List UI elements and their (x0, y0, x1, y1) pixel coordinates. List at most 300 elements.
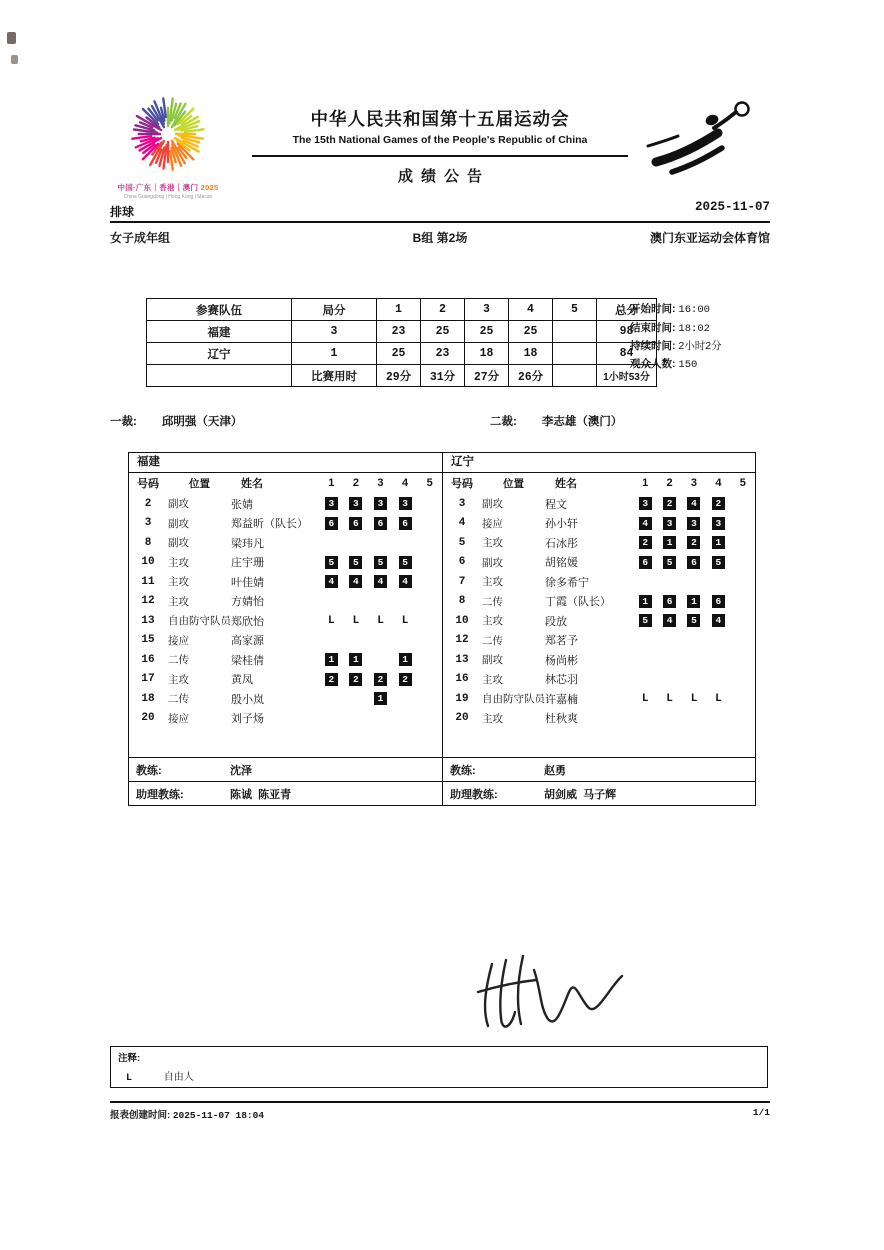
position-box: 6 (374, 517, 387, 530)
footer-rule (110, 1101, 770, 1103)
player-name: 郑益昕（队长） (231, 518, 308, 531)
roster-col-header: 3 (690, 477, 698, 489)
position-box: 5 (399, 556, 412, 569)
set-cell (368, 614, 393, 627)
header-divider (252, 155, 628, 157)
libero-definition: 自由人 (163, 1072, 194, 1083)
position-box: 2 (687, 536, 700, 549)
set-cell (368, 556, 393, 569)
set-cell (344, 575, 369, 588)
assistant-label: 助理教练: (136, 788, 184, 801)
position-box: 1 (687, 595, 700, 608)
position-box: 4 (374, 575, 387, 588)
position-box: 1 (663, 536, 676, 549)
position-box: 5 (687, 614, 700, 627)
position-box: 2 (639, 536, 652, 549)
set-cell (319, 556, 344, 569)
set-cell (682, 517, 706, 530)
set-cell (344, 653, 369, 666)
set-cell (657, 497, 681, 510)
position-box: 5 (325, 556, 338, 569)
position-box: 4 (399, 575, 412, 588)
set-cell (633, 614, 657, 627)
set-cell (393, 653, 418, 666)
score-header-row (147, 299, 657, 321)
match-date: 2025-11-07 (694, 200, 770, 214)
set-score-cell: 23 (377, 321, 421, 343)
player-number: 15 (141, 634, 155, 647)
scan-artifact (7, 32, 16, 44)
player-position: 主攻 (168, 673, 189, 686)
sets-won-cell: 3 (292, 321, 377, 343)
position-box: 4 (663, 614, 676, 627)
roster-col-header: 姓名 (241, 478, 263, 490)
page-number: 1/1 (752, 1107, 770, 1118)
player-position: 副攻 (168, 517, 189, 530)
player-name: 刘子炀 (231, 713, 264, 726)
position-box: 3 (663, 517, 676, 530)
set-score-cell: 18 (509, 343, 553, 365)
player-number: 20 (455, 712, 469, 725)
player-row (129, 572, 442, 592)
set-cell (393, 497, 418, 510)
position-box: 4 (687, 497, 700, 510)
match-info (630, 301, 722, 374)
player-number: 8 (458, 595, 466, 608)
score-table-wrap (146, 298, 657, 387)
player-position: 主攻 (482, 673, 503, 686)
player-number: 5 (458, 536, 466, 549)
player-position: 主攻 (168, 576, 189, 589)
player-row (129, 611, 442, 631)
player-name: 方婧怡 (231, 596, 264, 609)
player-number: 11 (141, 575, 155, 588)
libero-code: L (126, 1073, 133, 1084)
player-number: 2 (144, 497, 152, 510)
duration-row: 持续时间: 2小时2分 (630, 340, 722, 352)
roster-col-header: 4 (402, 477, 409, 489)
assistant-coach-row (129, 781, 442, 805)
set-cell (682, 556, 706, 569)
score-col-header: 5 (553, 299, 597, 321)
position-box: 6 (687, 556, 700, 569)
player-list (443, 493, 755, 757)
position-box: 4 (639, 517, 652, 530)
set-cell (633, 536, 657, 549)
set-cell (319, 517, 344, 530)
set-cell (657, 536, 681, 549)
position-box: 6 (349, 517, 362, 530)
player-number: 12 (141, 595, 155, 608)
notes-label: 注释: (118, 1053, 141, 1064)
coach-name: 赵勇 (544, 764, 566, 777)
set-cell (368, 692, 393, 705)
report-created: 报表创建时间: 2025-11-07 18:04 (110, 1110, 265, 1121)
player-name: 高家源 (231, 635, 264, 648)
player-name: 石冰彤 (545, 537, 578, 550)
set-cell (393, 673, 418, 686)
roster-col-header: 位置 (189, 477, 210, 490)
set-cell (633, 692, 657, 705)
set-cell (657, 556, 681, 569)
player-position: 主攻 (482, 537, 503, 550)
libero-mark: L (666, 693, 673, 706)
games-logo (114, 90, 222, 200)
position-box: 2 (663, 497, 676, 510)
set-cell (682, 536, 706, 549)
roster-col-header: 2 (352, 477, 359, 489)
player-position: 副攻 (482, 654, 503, 667)
score-col-header: 1 (377, 299, 421, 321)
duration-label-cell: 比赛用时 (292, 365, 377, 387)
set-cell (706, 497, 730, 510)
position-box: 5 (712, 556, 725, 569)
roster-col-header: 1 (328, 477, 335, 489)
player-row (129, 670, 442, 690)
player-position: 副攻 (482, 498, 503, 511)
player-row (443, 514, 755, 534)
player-position: 副攻 (482, 556, 503, 569)
set-cell (368, 575, 393, 588)
set-score-cell (553, 321, 597, 343)
player-number: 13 (455, 653, 469, 666)
score-col-header: 参赛队伍 (147, 299, 292, 321)
set-cell (633, 517, 657, 530)
assistant-coach-row (443, 781, 755, 805)
set-cell (657, 517, 681, 530)
position-box: 3 (349, 497, 362, 510)
position-box: 1 (325, 653, 338, 666)
libero-mark: L (641, 693, 649, 706)
second-referee (440, 413, 770, 429)
set-cell (393, 517, 418, 530)
set-cell (633, 497, 657, 510)
player-row (129, 592, 442, 612)
set-cell (706, 536, 730, 549)
player-number: 19 (455, 692, 469, 705)
roster-col-header: 姓名 (555, 478, 577, 490)
position-box: 2 (374, 673, 387, 686)
set-cell (344, 497, 369, 510)
libero-mark: L (401, 615, 409, 628)
player-number: 16 (141, 653, 155, 666)
roster-table (128, 452, 756, 806)
set-cell (319, 673, 344, 686)
player-position: 自由防守队员 (168, 615, 231, 628)
set-cell (393, 575, 418, 588)
player-name: 段放 (545, 615, 567, 628)
set-duration-cell: 26分 (509, 365, 553, 387)
coach-row (443, 757, 755, 781)
coach-label: 教练: (136, 764, 162, 777)
player-position: 副攻 (168, 537, 189, 550)
score-col-header: 2 (421, 299, 465, 321)
bulletin-title: 成绩公告 (397, 168, 490, 185)
player-number: 4 (458, 517, 466, 530)
player-name: 叶佳婧 (231, 576, 264, 589)
score-col-header: 3 (465, 299, 509, 321)
set-cell (657, 692, 681, 705)
set-cell (368, 673, 393, 686)
player-number: 17 (141, 673, 155, 686)
player-position: 主攻 (168, 556, 189, 569)
roster-col-header: 5 (426, 477, 433, 489)
sport-name: 排球 (110, 205, 135, 219)
set-cell (393, 556, 418, 569)
scan-artifact (11, 55, 18, 64)
team-name: 福建 (129, 453, 442, 473)
player-number: 12 (455, 634, 469, 647)
position-box: 2 (399, 673, 412, 686)
team-roster (442, 453, 755, 805)
position-box: 6 (663, 595, 676, 608)
set-cell (682, 497, 706, 510)
roster-col-header: 5 (739, 477, 746, 489)
games-logo-subtext: China Guangdong | Hong Kong | Macao (123, 194, 213, 200)
header-rule (110, 221, 770, 223)
player-number: 3 (144, 517, 152, 530)
position-box: 6 (712, 595, 725, 608)
roster-col-header: 3 (377, 477, 384, 489)
position-box: 5 (663, 556, 676, 569)
roster-col-header: 号码 (451, 479, 473, 491)
score-col-header: 总分 (597, 299, 657, 321)
match-number: B组 第2场 (412, 231, 468, 245)
roster-col-header: 号码 (137, 479, 159, 491)
player-name: 梁玮凡 (231, 537, 264, 550)
first-referee-label: 一裁: (110, 416, 137, 428)
player-name: 殷小岚 (231, 693, 264, 706)
set-cell (368, 497, 393, 510)
player-number: 13 (141, 614, 155, 627)
player-position: 接应 (482, 517, 503, 530)
set-duration-cell: 29分 (377, 365, 421, 387)
set-cell (344, 556, 369, 569)
competition-group: 女子成年组 (110, 231, 171, 245)
set-cell (393, 614, 418, 627)
player-position: 主攻 (482, 615, 503, 628)
set-cell (319, 653, 344, 666)
player-row (443, 572, 755, 592)
player-name: 郑茗予 (545, 635, 578, 648)
position-box: 2 (325, 673, 338, 686)
player-position: 二传 (482, 595, 503, 608)
player-position: 二传 (168, 654, 189, 667)
player-name: 林芯羽 (545, 674, 578, 687)
position-box: 3 (374, 497, 387, 510)
roster-header-row (443, 473, 755, 493)
set-cell (682, 692, 706, 705)
position-box: 1 (639, 595, 652, 608)
player-name: 张婧 (231, 498, 253, 511)
position-box: 4 (712, 614, 725, 627)
player-name: 黄凤 (231, 674, 253, 687)
player-position: 主攻 (482, 576, 503, 589)
document-header (252, 106, 628, 186)
player-row (443, 553, 755, 573)
referee-row (110, 413, 770, 429)
player-row (129, 709, 442, 729)
notes-line (111, 1064, 767, 1084)
libero-mark: L (715, 693, 722, 706)
coach-row (129, 757, 442, 781)
player-number: 7 (458, 575, 466, 588)
player-row (129, 514, 442, 534)
position-box: 4 (349, 575, 362, 588)
set-cell (706, 556, 730, 569)
roster-header-row (129, 473, 442, 493)
player-position: 二传 (168, 693, 189, 706)
score-table (146, 298, 657, 387)
player-row (129, 494, 442, 514)
player-name: 胡铭媛 (545, 557, 578, 570)
player-row (443, 611, 755, 631)
set-cell (657, 614, 681, 627)
first-referee-name: 邱明强（天津） (161, 416, 243, 428)
player-row (443, 709, 755, 729)
score-col-header: 局分 (292, 299, 377, 321)
second-referee-label: 二裁: (490, 416, 517, 428)
roster-col-header: 2 (666, 477, 673, 489)
games-logo-text: 中国·广东｜香港｜澳门 2025 (117, 183, 219, 192)
libero-mark: L (352, 615, 360, 628)
set-cell (344, 614, 369, 627)
coach-name: 沈泽 (230, 764, 252, 777)
player-number: 10 (455, 614, 469, 627)
player-position: 自由防守队员 (482, 693, 545, 706)
player-number: 18 (141, 692, 155, 705)
set-cell (319, 575, 344, 588)
player-name: 杨尚彬 (545, 654, 578, 667)
position-box: 6 (639, 556, 652, 569)
set-score-cell (553, 343, 597, 365)
player-number: 6 (458, 556, 466, 569)
player-row (443, 689, 755, 709)
player-number: 3 (458, 497, 466, 510)
notes-box (110, 1046, 768, 1088)
player-position: 副攻 (168, 498, 189, 511)
player-position: 二传 (482, 634, 503, 647)
assistant-name: 胡剑威 马子辉 (544, 788, 617, 801)
team-name-cell: 福建 (147, 321, 292, 343)
set-cell (344, 517, 369, 530)
player-number: 10 (141, 556, 155, 569)
player-name: 徐多希宁 (545, 576, 589, 589)
team-name-cell: 辽宁 (147, 343, 292, 365)
position-box: 3 (399, 497, 412, 510)
end-time-row: 结束时间: 18:02 (630, 321, 710, 335)
player-number: 16 (455, 673, 469, 686)
player-row (443, 592, 755, 612)
player-row (129, 533, 442, 553)
roster-col-header: 位置 (503, 477, 524, 490)
total-score-cell: 98 (597, 321, 657, 343)
position-box: 3 (687, 517, 700, 530)
team-name: 辽宁 (443, 453, 755, 473)
player-row (129, 553, 442, 573)
player-row (443, 650, 755, 670)
footer-row (110, 1107, 770, 1121)
roster-col-header: 4 (715, 477, 722, 489)
set-score-cell: 25 (465, 321, 509, 343)
set-cell (706, 595, 730, 608)
position-box: 1 (399, 653, 412, 666)
set-cell (706, 517, 730, 530)
player-row (443, 670, 755, 690)
score-table-body (147, 321, 657, 387)
games-logo-firework (122, 90, 214, 182)
set-cell (682, 614, 706, 627)
position-box: 6 (399, 517, 412, 530)
player-position: 接应 (168, 712, 189, 725)
player-name: 庄宇珊 (231, 557, 264, 570)
player-name: 梁桂倩 (231, 654, 264, 667)
player-row (129, 631, 442, 651)
position-box: 3 (325, 497, 338, 510)
set-score-cell: 18 (465, 343, 509, 365)
player-row (443, 533, 755, 553)
player-name: 郑欣怡 (231, 615, 264, 628)
libero-mark: L (327, 615, 335, 628)
set-cell (633, 556, 657, 569)
coach-label: 教练: (450, 764, 476, 777)
set-score-cell: 25 (421, 321, 465, 343)
match-subheader (110, 229, 770, 246)
position-box: 3 (639, 497, 652, 510)
set-cell (657, 595, 681, 608)
player-position: 主攻 (482, 712, 503, 725)
set-cell (344, 673, 369, 686)
position-box: 5 (349, 556, 362, 569)
roster-col-header: 1 (642, 477, 649, 489)
sport-pictogram-icon (642, 96, 762, 189)
player-row (129, 650, 442, 670)
set-score-cell: 23 (421, 343, 465, 365)
assistant-name: 陈诚 陈亚青 (230, 788, 292, 801)
player-number: 20 (141, 712, 155, 725)
position-box: 6 (325, 517, 338, 530)
score-duration-row (147, 365, 657, 387)
set-duration-cell: 31分 (421, 365, 465, 387)
set-cell (706, 614, 730, 627)
position-box: 1 (374, 692, 387, 705)
player-name: 程文 (545, 498, 567, 511)
set-score-cell: 25 (377, 343, 421, 365)
total-duration-cell: 1小时53分 (597, 365, 657, 387)
set-cell (319, 497, 344, 510)
score-col-header: 4 (509, 299, 553, 321)
position-box: 5 (374, 556, 387, 569)
games-title-en: The 15th National Games of the People's Republic of China (292, 134, 588, 146)
player-number: 8 (144, 536, 152, 549)
set-cell (633, 595, 657, 608)
games-title-cn: 中华人民共和国第十五届运动会 (310, 109, 570, 129)
player-name: 孙小轩 (545, 518, 578, 531)
sets-won-cell: 1 (292, 343, 377, 365)
player-name: 丁霞（队长） (545, 596, 611, 609)
start-time-row: 开始时间: 16:00 (630, 303, 710, 316)
position-box: 2 (349, 673, 362, 686)
libero-mark: L (690, 693, 698, 706)
player-position: 接应 (168, 634, 189, 647)
player-name: 杜秋爽 (545, 713, 578, 726)
team-roster (129, 453, 442, 805)
set-cell (682, 595, 706, 608)
assistant-label: 助理教练: (450, 788, 498, 801)
set-duration-cell (553, 365, 597, 387)
total-score-cell: 84 (597, 343, 657, 365)
position-box: 2 (712, 497, 725, 510)
